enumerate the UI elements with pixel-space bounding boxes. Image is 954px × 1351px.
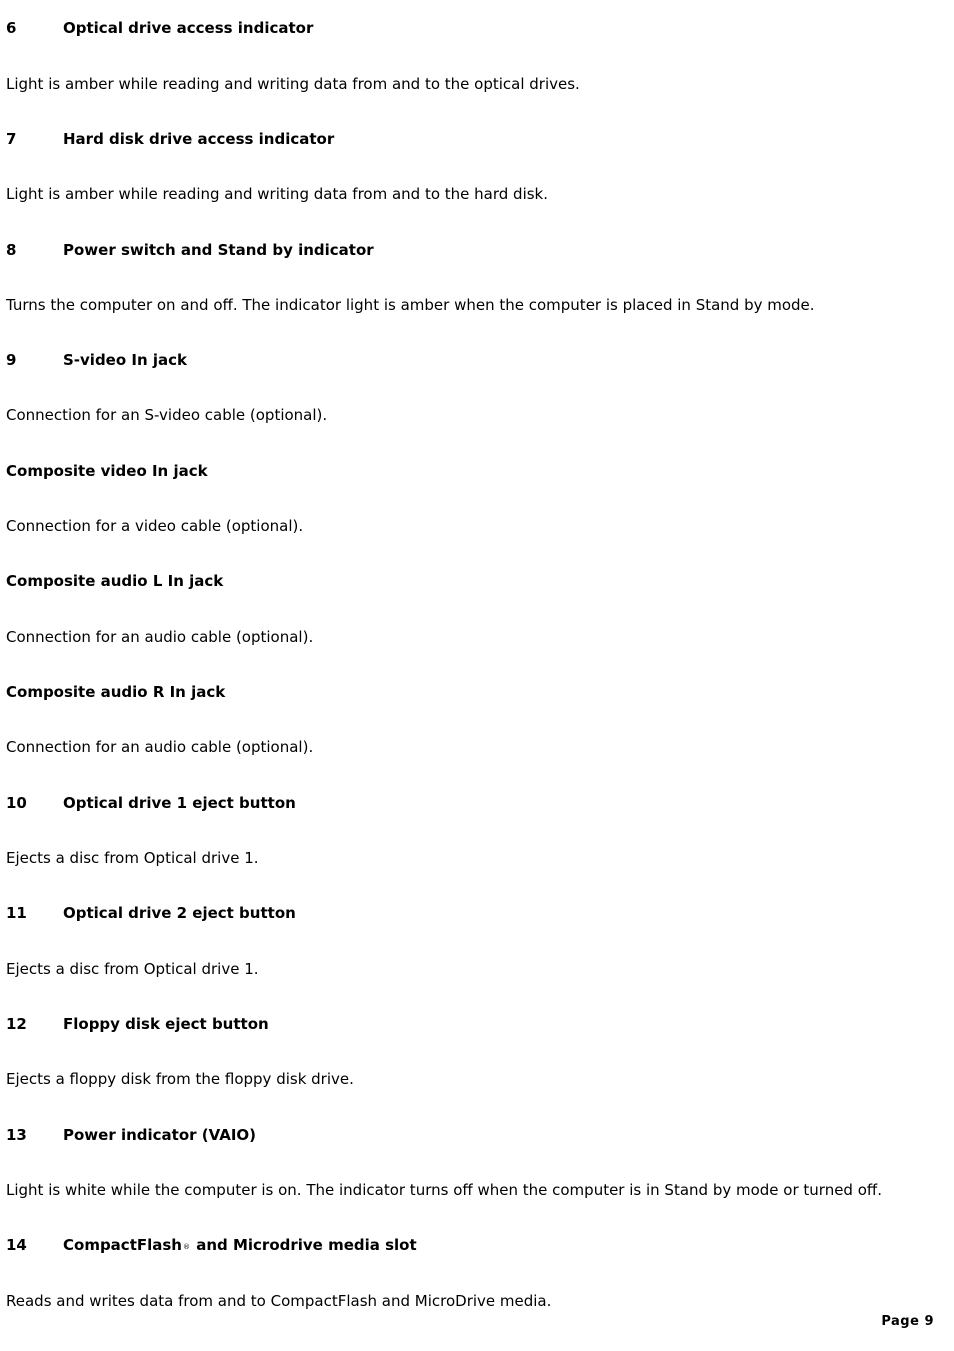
section-heading — [6, 1236, 417, 1256]
section-title: Optical drive 1 eject button — [63, 794, 296, 812]
section-description: Connection for a video cable (optional). — [6, 517, 304, 535]
section-heading — [6, 1015, 269, 1033]
section-title: Power indicator (VAIO) — [63, 1126, 257, 1144]
section-description: Connection for an audio cable (optional). — [6, 738, 314, 756]
section-description: Turns the computer on and off. The indicator light is amber when the computer is placed in Stand by mode. — [6, 296, 815, 314]
section-number: 11 — [6, 904, 27, 922]
section-heading — [6, 241, 374, 259]
section-heading — [6, 794, 296, 812]
section-title-rest: and Microdrive media slot — [190, 1236, 417, 1254]
section-title: Power switch and Stand by indicator — [63, 241, 374, 259]
section-heading — [6, 130, 334, 148]
section-title: S-video In jack — [63, 351, 187, 369]
section-description: Connection for an S-video cable (optional). — [6, 406, 328, 424]
section-description: Connection for an audio cable (optional). — [6, 628, 314, 646]
section-heading — [6, 19, 313, 37]
section-title: Composite audio L In jack — [6, 572, 224, 590]
registered-mark: ® — [182, 1243, 190, 1251]
section-title: Optical drive access indicator — [63, 19, 314, 37]
section-heading — [6, 462, 208, 480]
page-number: Page 9 — [881, 1314, 934, 1329]
section-title: Hard disk drive access indicator — [63, 130, 335, 148]
section-description: Reads and writes data from and to CompactFlash and MicroDrive media. — [6, 1292, 552, 1310]
section-number: 9 — [6, 351, 17, 369]
section-description: Light is amber while reading and writing data from and to the hard disk. — [6, 185, 549, 203]
section-title: CompactFlash — [63, 1236, 182, 1254]
section-description: Ejects a floppy disk from the floppy disk drive. — [6, 1070, 354, 1088]
section-title: Composite video In jack — [6, 462, 208, 480]
section-description: Ejects a disc from Optical drive 1. — [6, 960, 259, 978]
section-title: Optical drive 2 eject button — [63, 904, 296, 922]
section-description: Light is white while the computer is on. The indicator turns off when the computer is in Stand by mode or turned off. — [6, 1181, 883, 1199]
section-heading — [6, 1126, 256, 1144]
section-title: Composite audio R In jack — [6, 683, 226, 701]
section-number: 7 — [6, 130, 17, 148]
section-number: 12 — [6, 1015, 27, 1033]
section-number: 6 — [6, 19, 17, 37]
section-number: 14 — [6, 1236, 27, 1254]
section-number: 13 — [6, 1126, 27, 1144]
section-heading — [6, 572, 223, 590]
section-number: 8 — [6, 241, 17, 259]
section-heading — [6, 904, 296, 922]
section-heading — [6, 683, 225, 701]
section-heading — [6, 351, 187, 369]
section-title: Floppy disk eject button — [63, 1015, 269, 1033]
section-number: 10 — [6, 794, 27, 812]
section-description: Ejects a disc from Optical drive 1. — [6, 849, 259, 867]
section-description: Light is amber while reading and writing data from and to the optical drives. — [6, 75, 580, 93]
